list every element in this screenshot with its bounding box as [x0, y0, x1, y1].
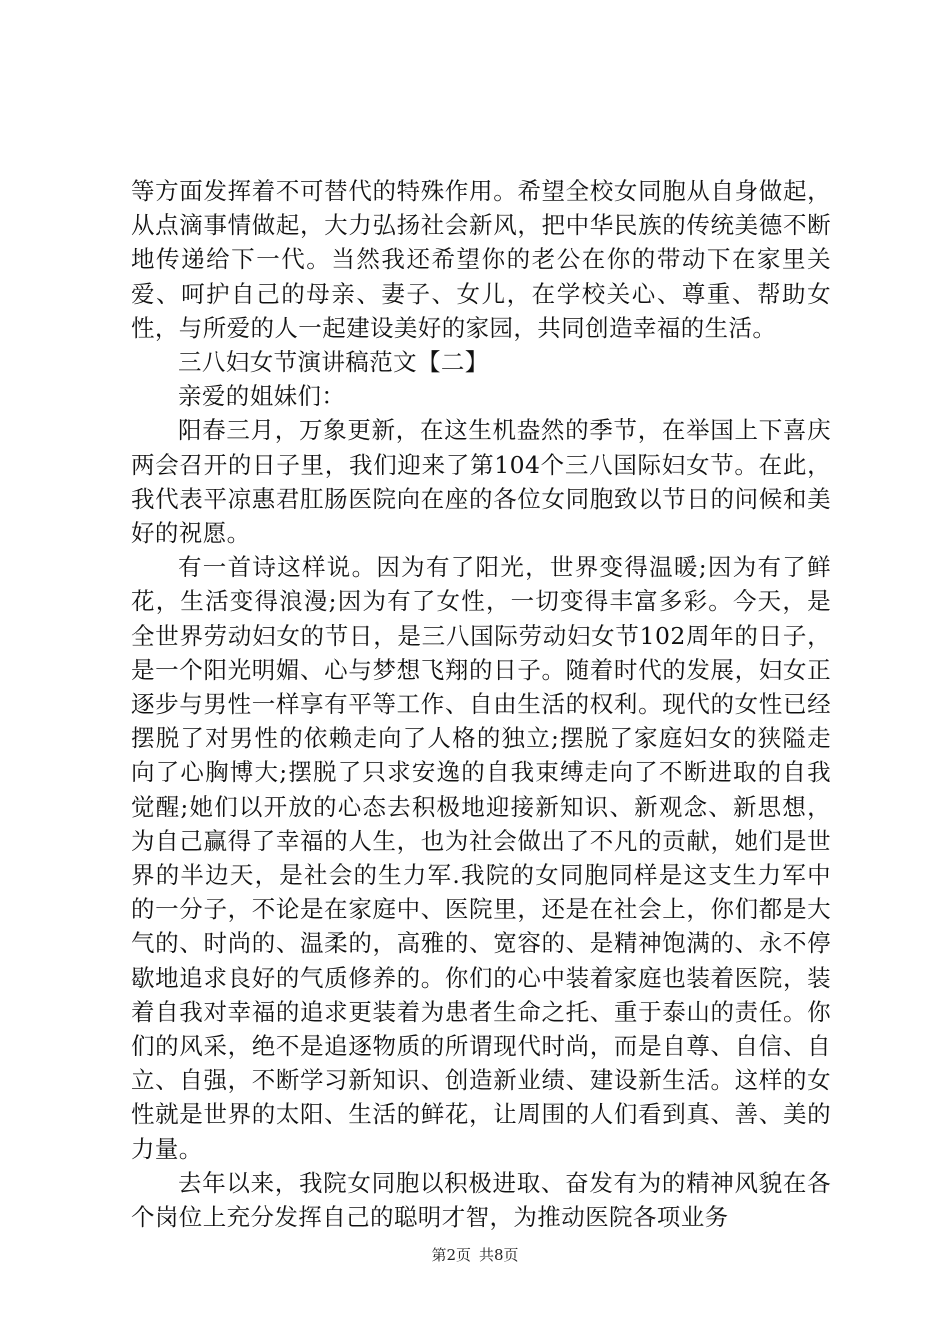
paragraph-continuation: 等方面发挥着不可替代的特殊作用。希望全校女同胞从自身做起，从点滴事情做起，大力弘扬社会新风，把中华民族的传统美德不断地传递给下一代。当然我还希望你的老公在你的带动下在家里关爱、呵护自己的母亲、妻子、女儿，在学校关心、尊重、帮助女性，与所爱的人一起建设美好的家园，共同创造幸福的生活。 [131, 177, 831, 342]
paragraph-body-1: 有一首诗这样说。因为有了阳光，世界变得温暖;因为有了鲜花，生活变得浪漫;因为有了女性，一切变得丰富多彩。今天，是全世界劳动妇女的节日，是三八国际劳动妇女节102周年的日子，是一个阳光明媚、心与梦想飞翔的日子。随着时代的发展，妇女正逐步与男性一样享有平等工作、自由生活的权利。现代的女性已经摆脱了对男性的依赖走向了人格的独立;摆脱了家庭妇女的狭隘走向了心胸博大;摆脱了只求安逸的自我束缚走向了不断进取的自我觉醒;她们以开放的心态去积极地迎接新知识、新观念、新思想，为自己赢得了幸福的人生，也为社会做出了不凡的贡献，她们是世界的半边天，是社会的生力军.我院的女同胞同样是这支生力军中的一分子，不论是在家庭中、医院里，还是在社会上，你们都是大气的、时尚的、温柔的，高雅的、宽容的、是精神饱满的、永不停歇地追求良好的气质修养的。你们的心中装着家庭也装着医院，装着自我对幸福的追求更装着为患者生命之托、重于泰山的责任。你们的风采，绝不是追逐物质的所谓现代时尚，而是自尊、自信、自立、自强，不断学习新知识、创造新业绩、建设新生活。这样的女性就是世界的太阳、生活的鲜花，让周围的人们看到真、善、美的力量。 [131, 553, 831, 1163]
paragraph-body-2: 去年以来，我院女同胞以积极进取、奋发有为的精神风貌在各个岗位上充分发挥自己的聪明才智，为推动医院各项业务 [131, 1168, 831, 1232]
page-footer [0, 1245, 950, 1265]
paragraph-intro: 阳春三月，万象更新，在这生机盎然的季节，在举国上下喜庆两会召开的日子里，我们迎来了第104个三八国际妇女节。在此，我代表平凉惠君肛肠医院向在座的各位女同胞致以节日的问候和美好的祝愿。 [131, 416, 831, 548]
document-body [131, 174, 831, 1234]
section-heading: 三八妇女节演讲稿范文【二】 [178, 348, 489, 377]
page-total: 共8页 [479, 1246, 519, 1264]
salutation: 亲爱的姐妹们： [178, 382, 346, 411]
page-number: 第2页 [431, 1246, 471, 1264]
